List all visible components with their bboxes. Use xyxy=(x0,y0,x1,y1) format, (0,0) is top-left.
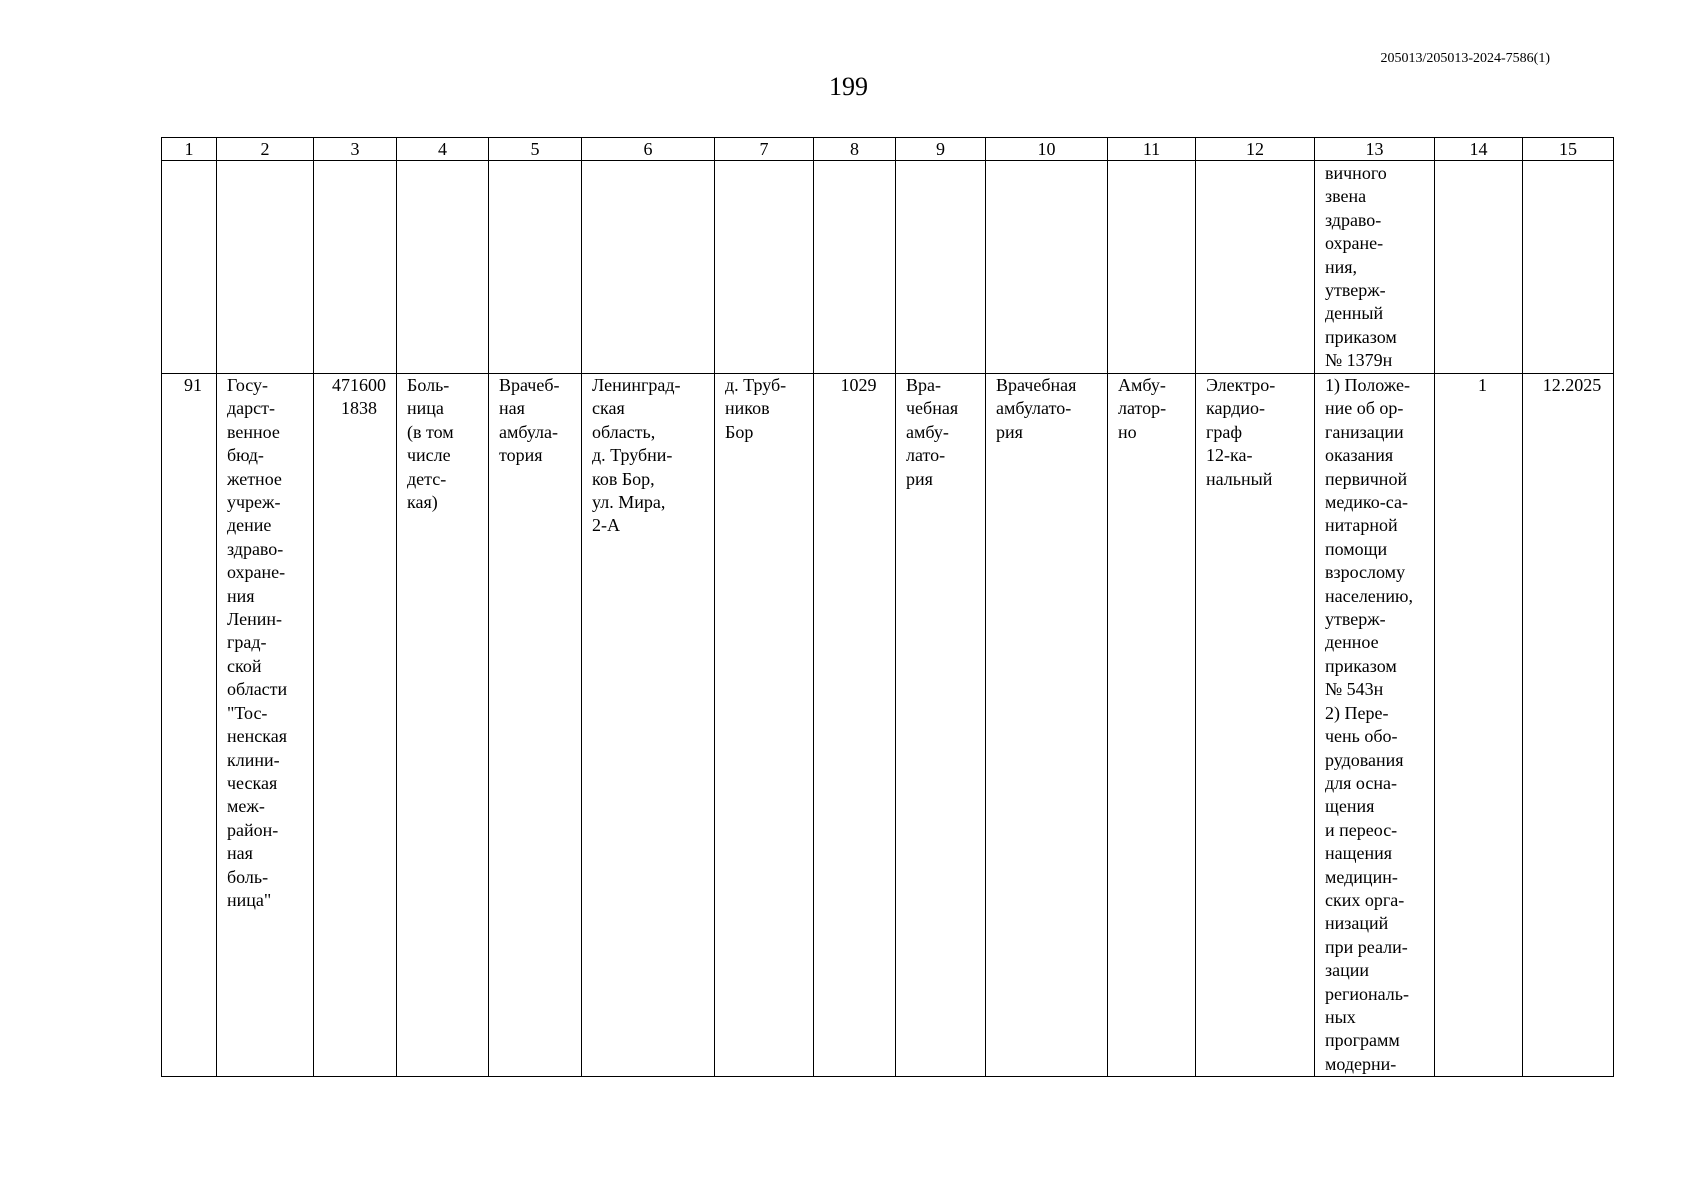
column-number-header: 14 xyxy=(1435,138,1523,161)
organization-type-cell: Боль- ница (в том числе детс- кая) xyxy=(397,374,489,1077)
document-number: 205013/205013-2024-7586(1) xyxy=(1380,51,1550,66)
continuation-row xyxy=(162,161,1614,374)
care-conditions-cell: Амбу- латор- но xyxy=(1108,374,1196,1077)
subdivision-name-cell: Вра- чебная амбу- лато- рия xyxy=(896,374,986,1077)
quantity-cell: 1 xyxy=(1435,374,1523,1077)
table-cell-empty xyxy=(1435,161,1523,374)
table-cell-empty xyxy=(582,161,715,374)
column-number-header: 5 xyxy=(489,138,582,161)
page-number: 199 xyxy=(829,72,868,101)
table-cell-empty xyxy=(1108,161,1196,374)
continuation-basis-cell: вичного звена здраво- охране- ния, утверж- денный приказом № 1379н xyxy=(1315,161,1435,374)
column-number-header: 11 xyxy=(1108,138,1196,161)
table-cell-empty xyxy=(715,161,814,374)
table-cell-empty xyxy=(162,161,217,374)
column-number-header: 12 xyxy=(1196,138,1315,161)
column-number-header: 6 xyxy=(582,138,715,161)
table-cell-empty xyxy=(1196,161,1315,374)
table-cell-empty xyxy=(397,161,489,374)
column-number-header: 4 xyxy=(397,138,489,161)
column-number-header: 8 xyxy=(814,138,896,161)
table-row xyxy=(162,374,1614,1077)
column-number-header: 2 xyxy=(217,138,314,161)
column-number-header: 3 xyxy=(314,138,397,161)
table-cell-empty xyxy=(489,161,582,374)
table-cell-empty xyxy=(1523,161,1614,374)
table-cell-empty xyxy=(314,161,397,374)
settlement-cell: д. Труб- ников Бор xyxy=(715,374,814,1077)
settlement-code-cell: 1029 xyxy=(814,374,896,1077)
column-number-header: 10 xyxy=(986,138,1108,161)
column-number-header: 1 xyxy=(162,138,217,161)
column-number-header: 7 xyxy=(715,138,814,161)
row-number-cell: 91 xyxy=(162,374,217,1077)
table-cell-empty xyxy=(986,161,1108,374)
address-cell: Ленинград- ская область, д. Трубни- ков Бор, ул. Мира, 2-А xyxy=(582,374,715,1077)
code-cell: 471600 1838 xyxy=(314,374,397,1077)
organization-name-cell: Госу- дарст- венное бюд- жетное учреж- дение здраво- охране- ния Ленин- град- ской области "Тос- ненская клини- ческая меж- район- ная боль- ница" xyxy=(217,374,314,1077)
column-number-header-row xyxy=(162,138,1614,161)
legal-basis-cell: 1) Положе- ние об ор- ганизации оказания первичной медико-са- нитарной помощи взрослому населению, утверж- денное приказом № 543н 2) Пере- чень обо- рудования для осна- щения и переос- нащения медицин- ских орга- низаций при реали- зации региональ- ных программ модерни- xyxy=(1315,374,1435,1077)
table-cell-empty xyxy=(217,161,314,374)
deadline-cell: 12.2025 xyxy=(1523,374,1614,1077)
table-cell-empty xyxy=(896,161,986,374)
unit-name-cell: Врачебная амбулато- рия xyxy=(986,374,1108,1077)
equipment-name-cell: Электро- кардио- граф 12-ка- нальный xyxy=(1196,374,1315,1077)
register-table xyxy=(161,137,1614,1077)
subdivision-type-cell: Врачеб- ная амбула- тория xyxy=(489,374,582,1077)
column-number-header: 15 xyxy=(1523,138,1614,161)
table-cell-empty xyxy=(814,161,896,374)
column-number-header: 13 xyxy=(1315,138,1435,161)
column-number-header: 9 xyxy=(896,138,986,161)
